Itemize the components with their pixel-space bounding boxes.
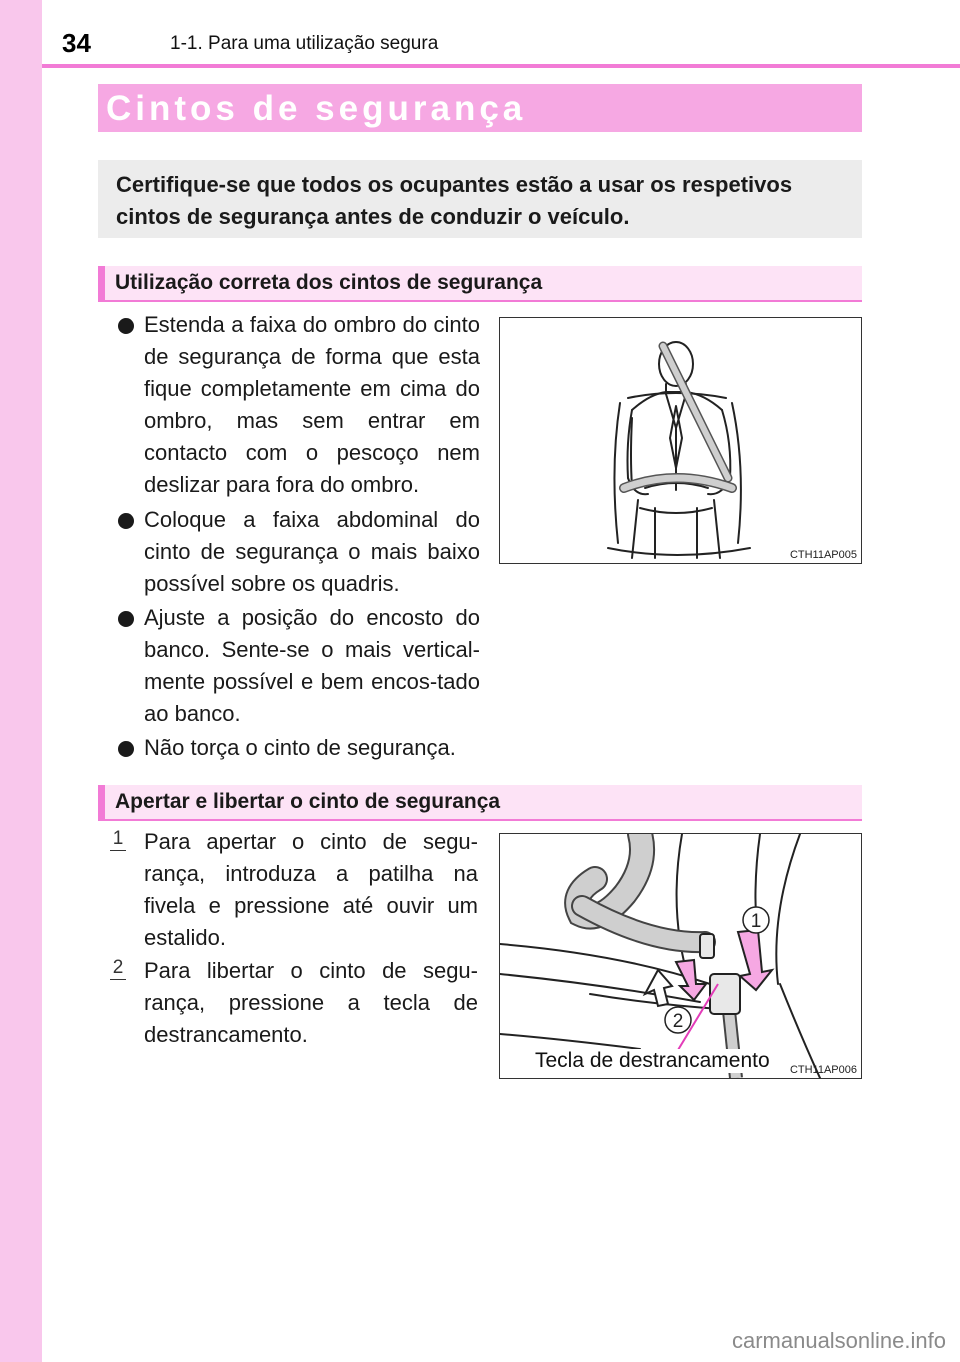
bullet-dot-icon bbox=[118, 611, 134, 627]
running-header: 1-1. Para uma utilização segura bbox=[170, 33, 439, 54]
bullet-dot-icon bbox=[118, 513, 134, 529]
bullet-dot-icon bbox=[118, 741, 134, 757]
figure-seated-occupant bbox=[499, 317, 862, 564]
bullet-item bbox=[118, 504, 480, 600]
intro-box bbox=[98, 160, 862, 238]
step-text: Para libertar o cinto de segu-rança, pressione a tecla de destrancamento. bbox=[144, 958, 478, 1047]
figure-code: CTH11AP005 bbox=[789, 549, 857, 561]
header-rule bbox=[42, 64, 960, 68]
watermark: carmanualsonline.info bbox=[731, 1328, 946, 1353]
step-item bbox=[110, 826, 478, 954]
buckle-illustration bbox=[500, 834, 860, 1078]
section-heading-fasten-release bbox=[98, 785, 862, 821]
section-heading-text: Utilização correta dos cintos de segurança bbox=[115, 271, 543, 294]
side-tab-strip bbox=[0, 0, 42, 1362]
seated-occupant-illustration bbox=[500, 318, 860, 562]
bullet-dot-icon bbox=[118, 318, 134, 334]
bullet-text: Coloque a faixa abdominal do cinto de segurança o mais baixo possível sobre os quadris. bbox=[144, 507, 480, 596]
bullet-item bbox=[118, 602, 480, 730]
page-number: 34 bbox=[62, 28, 91, 58]
callout-2: 2 bbox=[672, 1011, 684, 1032]
bullet-text: Ajuste a posição do encosto do banco. Sente-se o mais vertical-mente possível e bem encos-tado ao banco. bbox=[144, 605, 480, 726]
section-heading-text: Apertar e libertar o cinto de segurança bbox=[115, 790, 501, 813]
figure-code: CTH11AP006 bbox=[789, 1064, 857, 1076]
bullet-item bbox=[118, 732, 480, 764]
figure-buckle bbox=[499, 833, 862, 1079]
bullet-item bbox=[118, 309, 480, 501]
bullet-text: Não torça o cinto de segurança. bbox=[144, 735, 456, 760]
title-bar bbox=[98, 84, 862, 132]
intro-text: Certifique-se que todos os ocupantes estão a usar os respetivos cintos de segurança antes de conduzir o veículo. bbox=[116, 172, 793, 229]
step-number: 1 bbox=[110, 828, 126, 851]
step-text: Para apertar o cinto de segu-rança, introduza a patilha na fivela e pressione até ouvir um estalido. bbox=[144, 829, 478, 950]
page-title: Cintos de segurança bbox=[106, 89, 527, 128]
step-item bbox=[110, 955, 478, 1051]
bullet-text: Estenda a faixa do ombro do cinto de segurança de forma que esta fique completamente em cima do ombro, mas sem entrar em contacto com o pescoço nem deslizar para fora do ombro. bbox=[144, 312, 480, 497]
release-button-label: Tecla de destrancamento bbox=[535, 1049, 770, 1072]
step-number: 2 bbox=[110, 957, 126, 980]
callout-1: 1 bbox=[750, 911, 762, 932]
section-heading-correct-use bbox=[98, 266, 862, 302]
